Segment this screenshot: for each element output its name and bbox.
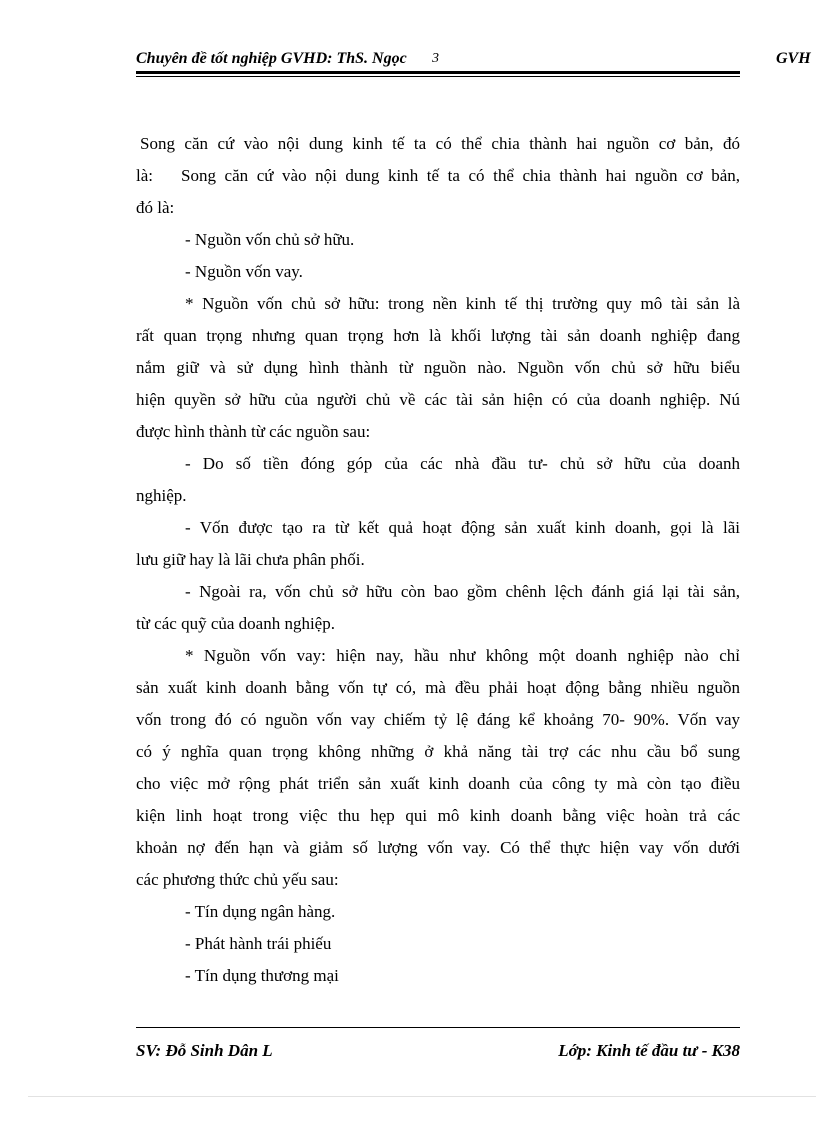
footer-student: SV: Đỗ Sinh Dân L (136, 1041, 273, 1060)
list-item: - Vốn được tạo ra từ kết quả hoạt động sản xuất kinh doanh, gọi là lãi (185, 518, 740, 537)
list-item: - Do số tiền đóng góp của các nhà đầu tư- chủ sở hữu của doanh (185, 454, 740, 473)
paragraph-line: vốn trong đó có nguồn vốn vay chiếm tỷ lệ đáng kể khoảng 70- 90%. Vốn vay (136, 710, 740, 729)
header-rule-thick (136, 71, 740, 74)
page-edge-line (28, 1096, 816, 1097)
footer-rule (136, 1027, 740, 1028)
paragraph-line: nghiệp. (136, 486, 187, 505)
header-rule-thin (136, 76, 740, 77)
paragraph-line: sản xuất kinh doanh bằng vốn tự có, mà đều phải hoạt động bằng nhiều nguồn (136, 678, 740, 697)
paragraph-line: khoản nợ đến hạn và giảm số lượng vốn vay. Có thể thực hiện vay vốn dưới (136, 838, 740, 857)
paragraph-line: các phương thức chủ yếu sau: (136, 870, 339, 889)
list-item: - Tín dụng thương mại (185, 966, 339, 985)
header-right-text: GVH (776, 50, 811, 67)
paragraph-line (136, 160, 740, 192)
paragraph-line: Song căn cứ vào nội dung kinh tế ta có thể chia thành hai nguồn cơ bản, đó (140, 134, 740, 153)
body-text (136, 128, 740, 992)
header-page-number: 3 (432, 51, 439, 66)
paragraph-fragment: Song căn cứ vào nội dung kinh tế ta có thể chia thành hai nguồn cơ bản, (181, 166, 740, 185)
list-item: - Tín dụng ngân hàng. (185, 902, 336, 921)
paragraph-line: kiện linh hoạt trong việc thu hẹp qui mô kinh doanh bằng việc hoàn trả các (136, 806, 740, 825)
paragraph-line: cho việc mở rộng phát triển sản xuất kinh doanh của công ty mà còn tạo điều (136, 774, 740, 793)
list-item: - Nguồn vốn vay. (185, 262, 303, 281)
paragraph-line: có ý nghĩa quan trọng không những ở khả năng tài trợ các nhu cầu bổ sung (136, 742, 740, 761)
paragraph-line: * Nguồn vốn vay: hiện nay, hầu như không một doanh nghiệp nào chỉ (185, 646, 740, 665)
paragraph-line: được hình thành từ các nguồn sau: (136, 422, 371, 441)
list-item: - Nguồn vốn chủ sở hữu. (185, 230, 355, 249)
header-course-title: Chuyên đề tốt nghiệp GVHD: ThS. Ngọc (136, 50, 407, 67)
paragraph-line: hiện quyền sở hữu của người chủ về các tài sản hiện có của doanh nghiệp. Nú (136, 390, 740, 409)
paragraph-line: rất quan trọng nhưng quan trọng hơn là khối lượng tài sản doanh nghiệp đang (136, 326, 740, 345)
paragraph-line: nắm giữ và sử dụng hình thành từ nguồn nào. Nguồn vốn chủ sở hữu biểu (136, 358, 740, 377)
paragraph-fragment: là: (136, 166, 153, 185)
list-item: - Phát hành trái phiếu (185, 934, 332, 953)
paragraph-line: đó là: (136, 198, 175, 217)
footer-class: Lớp: Kinh tế đầu tư - K38 (558, 1041, 740, 1060)
paragraph-line: * Nguồn vốn chủ sở hữu: trong nền kinh tế thị trường quy mô tài sản là (185, 294, 740, 313)
list-item: - Ngoài ra, vốn chủ sở hữu còn bao gồm chênh lệch đánh giá lại tài sản, (185, 582, 740, 601)
paragraph-line: từ các quỹ của doanh nghiệp. (136, 614, 335, 633)
paragraph-line: lưu giữ hay là lãi chưa phân phối. (136, 550, 365, 569)
